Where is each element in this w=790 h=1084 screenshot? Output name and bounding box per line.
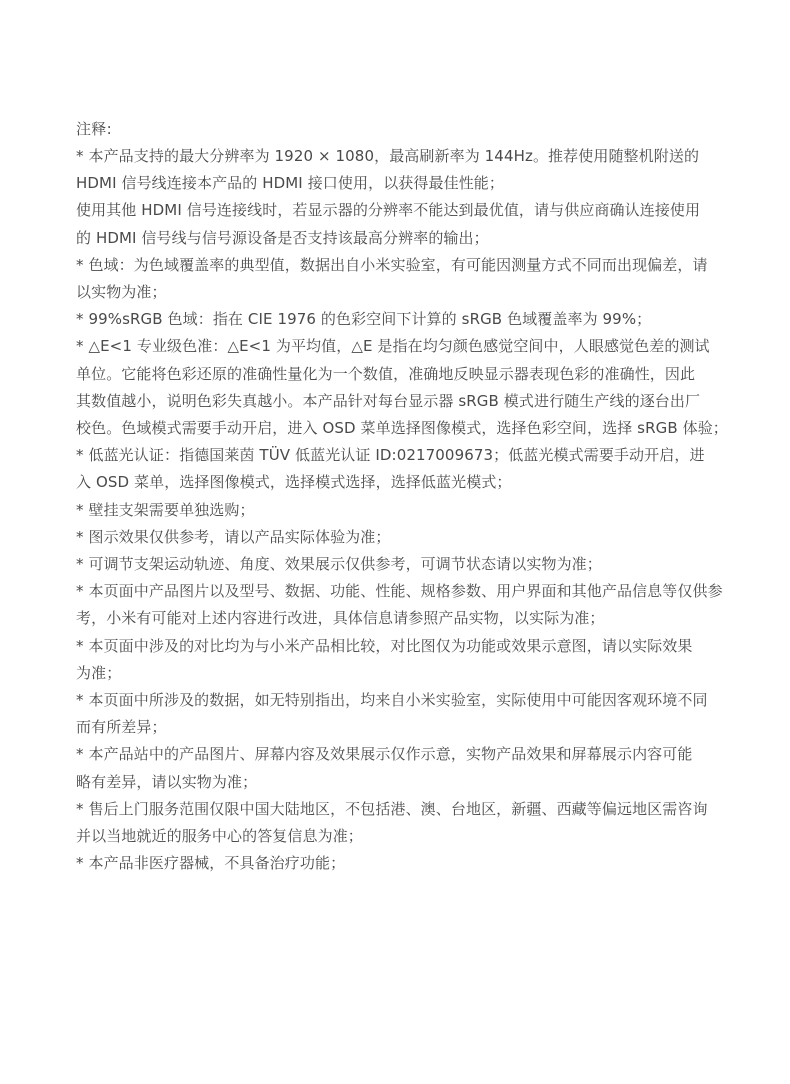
note-line: * 本页面中所涉及的数据，如无特别指出，均来自小米实验室，实际使用中可能因客观环境不同 — [76, 691, 708, 710]
notes-title: 注释: — [76, 120, 112, 138]
note-line: * 本产品站中的产品图片、屏幕内容及效果展示仅作示意，实物产品效果和屏幕展示内容可能 — [76, 745, 693, 764]
note-line: 略有差异，请以实物为准； — [76, 772, 258, 791]
note-line: 其数值越小，说明色彩失真越小。本产品针对每台显示器 sRGB 模式进行随生产线的逐台出厂 — [76, 391, 701, 410]
note-line: 单位。它能将色彩还原的准确性量化为一个数值，准确地反映显示器表现色彩的准确性，因此 — [76, 364, 696, 383]
note-line: 为准； — [76, 663, 122, 682]
note-line: * △E<1 专业级色准：△E<1 为平均值，△E 是指在均匀颜色感觉空间中，人眼感觉色差的测试 — [76, 337, 710, 356]
note-line: 的 HDMI 信号线与信号源设备是否支持该最高分辨率的输出； — [76, 228, 489, 247]
note-line: * 图示效果仅供参考，请以产品实际体验为准； — [76, 527, 391, 546]
note-line: * 本页面中产品图片以及型号、数据、功能、性能、规格参数、用户界面和其他产品信息等仅供参 — [76, 582, 723, 601]
note-line: * 售后上门服务范围仅限中国大陆地区，不包括港、澳、台地区，新疆、西藏等偏远地区需咨询 — [76, 799, 708, 818]
note-line: * 色域：为色域覆盖率的典型值，数据出自小米实验室，有可能因测量方式不同而出现偏差，请 — [76, 255, 708, 274]
note-line: * 99%sRGB 色域：指在 CIE 1976 的色彩空间下计算的 sRGB 色域覆盖率为 99%； — [76, 310, 652, 329]
note-line: 并以当地就近的服务中心的答复信息为准； — [76, 827, 363, 846]
note-line: HDMI 信号线连接本产品的 HDMI 接口使用，以获得最佳性能； — [76, 174, 504, 193]
notes-section — [76, 116, 728, 877]
note-line: 使用其他 HDMI 信号连接线时，若显示器的分辨率不能达到最优值，请与供应商确认连接使用 — [76, 201, 701, 220]
note-line: 考，小米有可能对上述内容进行改进，具体信息请参照产品实物，以实际为准； — [76, 609, 605, 628]
note-line: 校色。色域模式需要手动开启，进入 OSD 菜单选择图像模式，选择色彩空间，选择 sRGB 体验； — [76, 419, 728, 438]
note-line: * 低蓝光认证：指德国莱茵 TÜV 低蓝光认证 ID:0217009673；低蓝光模式需要手动开启，进 — [76, 446, 705, 465]
note-line: * 本页面中涉及的对比均为与小米产品相比较，对比图仅为功能或效果示意图，请以实际效果 — [76, 636, 693, 655]
note-line: * 本产品非医疗器械，不具备治疗功能； — [76, 854, 346, 873]
note-line: 入 OSD 菜单，选择图像模式，选择模式选择，选择低蓝光模式； — [76, 473, 512, 492]
note-line: * 本产品支持的最大分辨率为 1920 × 1080，最高刷新率为 144Hz。推荐使用随整机附送的 — [76, 147, 700, 165]
note-line: * 壁挂支架需要单独选购； — [76, 500, 255, 519]
note-line: 而有所差异； — [76, 718, 167, 737]
note-line: 以实物为准； — [76, 283, 167, 302]
note-line: * 可调节支架运动轨迹、角度、效果展示仅供参考，可调节状态请以实物为准； — [76, 555, 602, 574]
